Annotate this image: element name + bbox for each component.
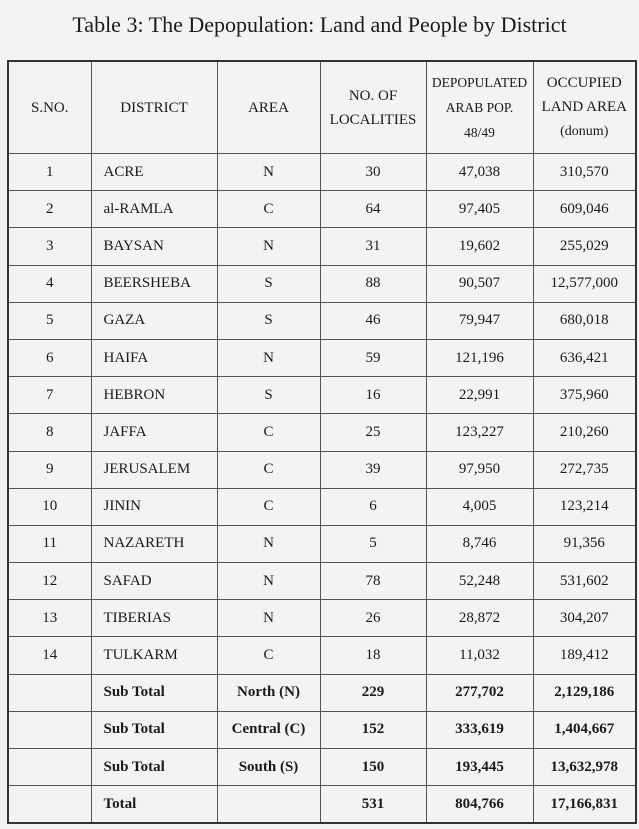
cell-localities: 26 [320, 600, 426, 637]
cell-population: 52,248 [426, 563, 533, 600]
cell-sno: 3 [8, 228, 91, 265]
cell-district: JAFFA [91, 414, 217, 451]
cell-area: S [217, 265, 320, 302]
header-text: LOCALITIES [329, 111, 417, 128]
cell-sno: 4 [8, 265, 91, 302]
cell-land: 304,207 [533, 600, 636, 637]
cell-area: S [217, 302, 320, 339]
cell-land: 636,421 [533, 339, 636, 376]
table-row [8, 637, 636, 674]
header-text: ARAB POP. [445, 100, 514, 115]
header-localities [320, 61, 426, 154]
cell-land: 189,412 [533, 637, 636, 674]
table-row [8, 154, 636, 191]
cell-land: 531,602 [533, 563, 636, 600]
cell-sno: 8 [8, 414, 91, 451]
header-text: LAND AREA [541, 99, 627, 115]
cell-localities: 150 [320, 749, 426, 786]
cell-localities: 18 [320, 637, 426, 674]
cell-localities: 16 [320, 377, 426, 414]
header-sno: S.NO. [8, 61, 91, 154]
table-row [8, 228, 636, 265]
cell-sno [8, 786, 91, 824]
depopulation-table [7, 60, 637, 824]
cell-localities: 88 [320, 265, 426, 302]
cell-label: Total [91, 786, 217, 824]
cell-population: 22,991 [426, 377, 533, 414]
cell-land: 1,404,667 [533, 711, 636, 748]
cell-district: BAYSAN [91, 228, 217, 265]
cell-area: N [217, 600, 320, 637]
cell-land: 609,046 [533, 191, 636, 228]
cell-localities: 531 [320, 786, 426, 824]
table-row [8, 563, 636, 600]
cell-population: 277,702 [426, 674, 533, 711]
cell-population: 123,227 [426, 414, 533, 451]
cell-localities: 229 [320, 674, 426, 711]
cell-land: 375,960 [533, 377, 636, 414]
cell-district: JININ [91, 488, 217, 525]
cell-localities: 59 [320, 339, 426, 376]
cell-label: Sub Total [91, 674, 217, 711]
table-row [8, 339, 636, 376]
cell-population: 193,445 [426, 749, 533, 786]
table-row [8, 525, 636, 562]
cell-localities: 64 [320, 191, 426, 228]
cell-population: 97,950 [426, 451, 533, 488]
cell-land: 17,166,831 [533, 786, 636, 824]
cell-area: N [217, 228, 320, 265]
table-row [8, 191, 636, 228]
cell-land: 310,570 [533, 154, 636, 191]
cell-population: 4,005 [426, 488, 533, 525]
cell-sno [8, 749, 91, 786]
cell-sno: 7 [8, 377, 91, 414]
total-row [8, 786, 636, 824]
cell-label: Sub Total [91, 749, 217, 786]
cell-localities: 39 [320, 451, 426, 488]
cell-sno: 10 [8, 488, 91, 525]
cell-area: Central (C) [217, 711, 320, 748]
cell-area: C [217, 488, 320, 525]
cell-sno: 2 [8, 191, 91, 228]
header-district: DISTRICT [91, 61, 217, 154]
cell-district: GAZA [91, 302, 217, 339]
cell-sno: 6 [8, 339, 91, 376]
header-area: AREA [217, 61, 320, 154]
table-row [8, 414, 636, 451]
cell-population: 19,602 [426, 228, 533, 265]
cell-district: BEERSHEBA [91, 265, 217, 302]
cell-area: N [217, 525, 320, 562]
cell-sno: 14 [8, 637, 91, 674]
table-row [8, 265, 636, 302]
cell-area [217, 786, 320, 824]
cell-area: North (N) [217, 674, 320, 711]
cell-localities: 152 [320, 711, 426, 748]
cell-area: C [217, 191, 320, 228]
cell-area: South (S) [217, 749, 320, 786]
header-text: DEPOPULATED [431, 75, 528, 90]
header-text: OCCUPIED [546, 75, 622, 91]
cell-land: 12,577,000 [533, 265, 636, 302]
header-land [533, 61, 636, 154]
table-row [8, 302, 636, 339]
cell-area: N [217, 563, 320, 600]
cell-land: 272,735 [533, 451, 636, 488]
cell-land: 91,356 [533, 525, 636, 562]
subtotal-row [8, 749, 636, 786]
cell-district: HAIFA [91, 339, 217, 376]
cell-population: 8,746 [426, 525, 533, 562]
cell-land: 13,632,978 [533, 749, 636, 786]
cell-population: 79,947 [426, 302, 533, 339]
cell-district: JERUSALEM [91, 451, 217, 488]
header-population [426, 61, 533, 154]
header-text: NO. OF [348, 87, 398, 104]
cell-land: 123,214 [533, 488, 636, 525]
subtotal-row [8, 674, 636, 711]
cell-population: 47,038 [426, 154, 533, 191]
cell-district: al-RAMLA [91, 191, 217, 228]
subtotal-row [8, 711, 636, 748]
cell-population: 804,766 [426, 786, 533, 824]
cell-land: 255,029 [533, 228, 636, 265]
cell-sno: 12 [8, 563, 91, 600]
cell-area: N [217, 339, 320, 376]
table-row [8, 600, 636, 637]
cell-sno [8, 711, 91, 748]
cell-population: 28,872 [426, 600, 533, 637]
cell-sno: 5 [8, 302, 91, 339]
table-title: Table 3: The Depopulation: Land and People by District [72, 12, 567, 37]
table-row [8, 451, 636, 488]
cell-district: TULKARM [91, 637, 217, 674]
header-text: 48/49 [464, 125, 495, 140]
cell-area: N [217, 154, 320, 191]
cell-localities: 46 [320, 302, 426, 339]
cell-population: 97,405 [426, 191, 533, 228]
cell-localities: 5 [320, 525, 426, 562]
cell-area: C [217, 451, 320, 488]
cell-population: 121,196 [426, 339, 533, 376]
cell-population: 90,507 [426, 265, 533, 302]
cell-localities: 30 [320, 154, 426, 191]
header-row [8, 61, 636, 154]
cell-localities: 78 [320, 563, 426, 600]
cell-district: ACRE [91, 154, 217, 191]
cell-district: NAZARETH [91, 525, 217, 562]
cell-district: TIBERIAS [91, 600, 217, 637]
cell-land: 210,260 [533, 414, 636, 451]
cell-sno [8, 674, 91, 711]
cell-sno: 9 [8, 451, 91, 488]
cell-localities: 25 [320, 414, 426, 451]
cell-district: HEBRON [91, 377, 217, 414]
cell-area: S [217, 377, 320, 414]
cell-sno: 11 [8, 525, 91, 562]
cell-label: Sub Total [91, 711, 217, 748]
header-text: (donum) [560, 124, 609, 139]
cell-area: C [217, 637, 320, 674]
cell-population: 11,032 [426, 637, 533, 674]
cell-land: 680,018 [533, 302, 636, 339]
cell-localities: 6 [320, 488, 426, 525]
cell-sno: 13 [8, 600, 91, 637]
cell-localities: 31 [320, 228, 426, 265]
table-row [8, 488, 636, 525]
cell-sno: 1 [8, 154, 91, 191]
cell-population: 333,619 [426, 711, 533, 748]
cell-district: SAFAD [91, 563, 217, 600]
table-row [8, 377, 636, 414]
cell-land: 2,129,186 [533, 674, 636, 711]
cell-area: C [217, 414, 320, 451]
